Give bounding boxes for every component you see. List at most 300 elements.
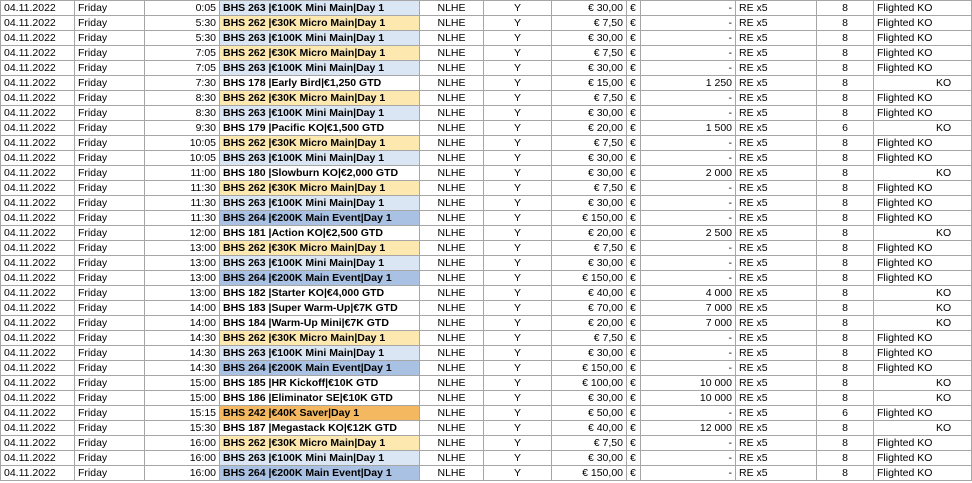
- re-entry-cell[interactable]: RE x5: [736, 361, 817, 376]
- tournament-name-cell[interactable]: BHS 262 |€30K Micro Main|Day 1: [220, 46, 420, 61]
- tournament-name-cell[interactable]: BHS 185 |HR Kickoff|€10K GTD: [220, 376, 420, 391]
- buy-in-cell[interactable]: € 150,00: [552, 466, 627, 481]
- game-type-cell[interactable]: NLHE: [420, 76, 484, 91]
- levels-cell[interactable]: 8: [817, 391, 874, 406]
- guarantee-cell[interactable]: 7 000: [641, 301, 736, 316]
- time-cell[interactable]: 13:00: [145, 271, 220, 286]
- game-type-cell[interactable]: NLHE: [420, 466, 484, 481]
- game-type-cell[interactable]: NLHE: [420, 316, 484, 331]
- buy-in-cell[interactable]: € 30,00: [552, 196, 627, 211]
- late-reg-cell[interactable]: Y: [484, 301, 552, 316]
- tournament-type-cell[interactable]: KO: [874, 121, 972, 136]
- date-cell[interactable]: 04.11.2022: [1, 331, 75, 346]
- currency-cell[interactable]: €: [627, 226, 641, 241]
- time-cell[interactable]: 14:30: [145, 331, 220, 346]
- tournament-name-cell[interactable]: BHS 264 |€200K Main Event|Day 1: [220, 271, 420, 286]
- late-reg-cell[interactable]: Y: [484, 256, 552, 271]
- re-entry-cell[interactable]: RE x5: [736, 16, 817, 31]
- tournament-type-cell[interactable]: Flighted KO: [874, 136, 972, 151]
- date-cell[interactable]: 04.11.2022: [1, 121, 75, 136]
- date-cell[interactable]: 04.11.2022: [1, 76, 75, 91]
- re-entry-cell[interactable]: RE x5: [736, 136, 817, 151]
- buy-in-cell[interactable]: € 30,00: [552, 1, 627, 16]
- late-reg-cell[interactable]: Y: [484, 121, 552, 136]
- late-reg-cell[interactable]: Y: [484, 31, 552, 46]
- guarantee-cell[interactable]: -: [641, 106, 736, 121]
- tournament-type-cell[interactable]: Flighted KO: [874, 361, 972, 376]
- day-cell[interactable]: Friday: [75, 76, 145, 91]
- game-type-cell[interactable]: NLHE: [420, 166, 484, 181]
- levels-cell[interactable]: 8: [817, 76, 874, 91]
- tournament-name-cell[interactable]: BHS 263 |€100K Mini Main|Day 1: [220, 1, 420, 16]
- buy-in-cell[interactable]: € 7,50: [552, 181, 627, 196]
- tournament-name-cell[interactable]: BHS 263 |€100K Mini Main|Day 1: [220, 196, 420, 211]
- re-entry-cell[interactable]: RE x5: [736, 406, 817, 421]
- guarantee-cell[interactable]: -: [641, 361, 736, 376]
- game-type-cell[interactable]: NLHE: [420, 61, 484, 76]
- time-cell[interactable]: 11:30: [145, 211, 220, 226]
- late-reg-cell[interactable]: Y: [484, 271, 552, 286]
- currency-cell[interactable]: €: [627, 91, 641, 106]
- time-cell[interactable]: 8:30: [145, 91, 220, 106]
- guarantee-cell[interactable]: 10 000: [641, 391, 736, 406]
- tournament-type-cell[interactable]: KO: [874, 421, 972, 436]
- currency-cell[interactable]: €: [627, 166, 641, 181]
- day-cell[interactable]: Friday: [75, 196, 145, 211]
- game-type-cell[interactable]: NLHE: [420, 391, 484, 406]
- day-cell[interactable]: Friday: [75, 241, 145, 256]
- tournament-name-cell[interactable]: BHS 262 |€30K Micro Main|Day 1: [220, 331, 420, 346]
- guarantee-cell[interactable]: -: [641, 211, 736, 226]
- late-reg-cell[interactable]: Y: [484, 196, 552, 211]
- buy-in-cell[interactable]: € 40,00: [552, 286, 627, 301]
- buy-in-cell[interactable]: € 15,00: [552, 76, 627, 91]
- guarantee-cell[interactable]: -: [641, 181, 736, 196]
- tournament-type-cell[interactable]: KO: [874, 301, 972, 316]
- buy-in-cell[interactable]: € 30,00: [552, 151, 627, 166]
- buy-in-cell[interactable]: € 50,00: [552, 406, 627, 421]
- levels-cell[interactable]: 8: [817, 1, 874, 16]
- tournament-name-cell[interactable]: BHS 263 |€100K Mini Main|Day 1: [220, 31, 420, 46]
- currency-cell[interactable]: €: [627, 151, 641, 166]
- currency-cell[interactable]: €: [627, 181, 641, 196]
- levels-cell[interactable]: 6: [817, 121, 874, 136]
- buy-in-cell[interactable]: € 30,00: [552, 166, 627, 181]
- game-type-cell[interactable]: NLHE: [420, 301, 484, 316]
- guarantee-cell[interactable]: 2 500: [641, 226, 736, 241]
- levels-cell[interactable]: 8: [817, 46, 874, 61]
- tournament-name-cell[interactable]: BHS 262 |€30K Micro Main|Day 1: [220, 241, 420, 256]
- guarantee-cell[interactable]: 1 500: [641, 121, 736, 136]
- re-entry-cell[interactable]: RE x5: [736, 61, 817, 76]
- late-reg-cell[interactable]: Y: [484, 76, 552, 91]
- guarantee-cell[interactable]: -: [641, 241, 736, 256]
- tournament-type-cell[interactable]: Flighted KO: [874, 211, 972, 226]
- date-cell[interactable]: 04.11.2022: [1, 16, 75, 31]
- currency-cell[interactable]: €: [627, 406, 641, 421]
- currency-cell[interactable]: €: [627, 1, 641, 16]
- time-cell[interactable]: 14:30: [145, 346, 220, 361]
- time-cell[interactable]: 9:30: [145, 121, 220, 136]
- buy-in-cell[interactable]: € 30,00: [552, 31, 627, 46]
- re-entry-cell[interactable]: RE x5: [736, 31, 817, 46]
- guarantee-cell[interactable]: -: [641, 331, 736, 346]
- currency-cell[interactable]: €: [627, 466, 641, 481]
- levels-cell[interactable]: 8: [817, 271, 874, 286]
- time-cell[interactable]: 5:30: [145, 16, 220, 31]
- levels-cell[interactable]: 8: [817, 466, 874, 481]
- day-cell[interactable]: Friday: [75, 1, 145, 16]
- date-cell[interactable]: 04.11.2022: [1, 211, 75, 226]
- buy-in-cell[interactable]: € 30,00: [552, 256, 627, 271]
- day-cell[interactable]: Friday: [75, 451, 145, 466]
- day-cell[interactable]: Friday: [75, 436, 145, 451]
- day-cell[interactable]: Friday: [75, 61, 145, 76]
- game-type-cell[interactable]: NLHE: [420, 346, 484, 361]
- re-entry-cell[interactable]: RE x5: [736, 256, 817, 271]
- tournament-type-cell[interactable]: Flighted KO: [874, 46, 972, 61]
- currency-cell[interactable]: €: [627, 76, 641, 91]
- guarantee-cell[interactable]: 4 000: [641, 286, 736, 301]
- late-reg-cell[interactable]: Y: [484, 151, 552, 166]
- levels-cell[interactable]: 8: [817, 166, 874, 181]
- date-cell[interactable]: 04.11.2022: [1, 271, 75, 286]
- tournament-name-cell[interactable]: BHS 181 |Action KO|€2,500 GTD: [220, 226, 420, 241]
- levels-cell[interactable]: 8: [817, 241, 874, 256]
- re-entry-cell[interactable]: RE x5: [736, 436, 817, 451]
- tournament-name-cell[interactable]: BHS 264 |€200K Main Event|Day 1: [220, 466, 420, 481]
- guarantee-cell[interactable]: -: [641, 31, 736, 46]
- day-cell[interactable]: Friday: [75, 421, 145, 436]
- re-entry-cell[interactable]: RE x5: [736, 1, 817, 16]
- time-cell[interactable]: 16:00: [145, 466, 220, 481]
- levels-cell[interactable]: 8: [817, 196, 874, 211]
- levels-cell[interactable]: 8: [817, 136, 874, 151]
- currency-cell[interactable]: €: [627, 301, 641, 316]
- currency-cell[interactable]: €: [627, 61, 641, 76]
- date-cell[interactable]: 04.11.2022: [1, 61, 75, 76]
- time-cell[interactable]: 15:00: [145, 391, 220, 406]
- time-cell[interactable]: 13:00: [145, 286, 220, 301]
- day-cell[interactable]: Friday: [75, 211, 145, 226]
- game-type-cell[interactable]: NLHE: [420, 181, 484, 196]
- tournament-name-cell[interactable]: BHS 263 |€100K Mini Main|Day 1: [220, 61, 420, 76]
- levels-cell[interactable]: 8: [817, 346, 874, 361]
- late-reg-cell[interactable]: Y: [484, 346, 552, 361]
- re-entry-cell[interactable]: RE x5: [736, 376, 817, 391]
- buy-in-cell[interactable]: € 150,00: [552, 361, 627, 376]
- tournament-type-cell[interactable]: KO: [874, 391, 972, 406]
- game-type-cell[interactable]: NLHE: [420, 31, 484, 46]
- late-reg-cell[interactable]: Y: [484, 376, 552, 391]
- guarantee-cell[interactable]: -: [641, 136, 736, 151]
- time-cell[interactable]: 7:05: [145, 46, 220, 61]
- day-cell[interactable]: Friday: [75, 91, 145, 106]
- day-cell[interactable]: Friday: [75, 316, 145, 331]
- date-cell[interactable]: 04.11.2022: [1, 391, 75, 406]
- buy-in-cell[interactable]: € 7,50: [552, 16, 627, 31]
- tournament-name-cell[interactable]: BHS 178 |Early Bird|€1,250 GTD: [220, 76, 420, 91]
- game-type-cell[interactable]: NLHE: [420, 286, 484, 301]
- tournament-type-cell[interactable]: Flighted KO: [874, 271, 972, 286]
- tournament-type-cell[interactable]: Flighted KO: [874, 196, 972, 211]
- currency-cell[interactable]: €: [627, 31, 641, 46]
- tournament-type-cell[interactable]: Flighted KO: [874, 451, 972, 466]
- buy-in-cell[interactable]: € 30,00: [552, 61, 627, 76]
- buy-in-cell[interactable]: € 70,00: [552, 301, 627, 316]
- time-cell[interactable]: 15:00: [145, 376, 220, 391]
- re-entry-cell[interactable]: RE x5: [736, 301, 817, 316]
- guarantee-cell[interactable]: -: [641, 406, 736, 421]
- game-type-cell[interactable]: NLHE: [420, 241, 484, 256]
- day-cell[interactable]: Friday: [75, 271, 145, 286]
- buy-in-cell[interactable]: € 100,00: [552, 376, 627, 391]
- tournament-type-cell[interactable]: KO: [874, 376, 972, 391]
- tournament-type-cell[interactable]: Flighted KO: [874, 91, 972, 106]
- buy-in-cell[interactable]: € 7,50: [552, 331, 627, 346]
- time-cell[interactable]: 13:00: [145, 241, 220, 256]
- buy-in-cell[interactable]: € 20,00: [552, 226, 627, 241]
- re-entry-cell[interactable]: RE x5: [736, 76, 817, 91]
- re-entry-cell[interactable]: RE x5: [736, 391, 817, 406]
- re-entry-cell[interactable]: RE x5: [736, 151, 817, 166]
- tournament-name-cell[interactable]: BHS 262 |€30K Micro Main|Day 1: [220, 91, 420, 106]
- guarantee-cell[interactable]: -: [641, 256, 736, 271]
- date-cell[interactable]: 04.11.2022: [1, 196, 75, 211]
- tournament-type-cell[interactable]: Flighted KO: [874, 61, 972, 76]
- tournament-name-cell[interactable]: BHS 182 |Starter KO|€4,000 GTD: [220, 286, 420, 301]
- day-cell[interactable]: Friday: [75, 406, 145, 421]
- re-entry-cell[interactable]: RE x5: [736, 331, 817, 346]
- tournament-type-cell[interactable]: Flighted KO: [874, 31, 972, 46]
- tournament-name-cell[interactable]: BHS 262 |€30K Micro Main|Day 1: [220, 181, 420, 196]
- re-entry-cell[interactable]: RE x5: [736, 316, 817, 331]
- day-cell[interactable]: Friday: [75, 346, 145, 361]
- tournament-type-cell[interactable]: Flighted KO: [874, 406, 972, 421]
- re-entry-cell[interactable]: RE x5: [736, 226, 817, 241]
- tournament-name-cell[interactable]: BHS 180 |Slowburn KO|€2,000 GTD: [220, 166, 420, 181]
- late-reg-cell[interactable]: Y: [484, 226, 552, 241]
- currency-cell[interactable]: €: [627, 271, 641, 286]
- time-cell[interactable]: 14:30: [145, 361, 220, 376]
- late-reg-cell[interactable]: Y: [484, 61, 552, 76]
- game-type-cell[interactable]: NLHE: [420, 46, 484, 61]
- time-cell[interactable]: 5:30: [145, 31, 220, 46]
- buy-in-cell[interactable]: € 150,00: [552, 211, 627, 226]
- time-cell[interactable]: 15:30: [145, 421, 220, 436]
- game-type-cell[interactable]: NLHE: [420, 1, 484, 16]
- guarantee-cell[interactable]: -: [641, 451, 736, 466]
- levels-cell[interactable]: 8: [817, 181, 874, 196]
- levels-cell[interactable]: 8: [817, 106, 874, 121]
- date-cell[interactable]: 04.11.2022: [1, 151, 75, 166]
- currency-cell[interactable]: €: [627, 361, 641, 376]
- currency-cell[interactable]: €: [627, 121, 641, 136]
- re-entry-cell[interactable]: RE x5: [736, 46, 817, 61]
- levels-cell[interactable]: 8: [817, 256, 874, 271]
- date-cell[interactable]: 04.11.2022: [1, 466, 75, 481]
- time-cell[interactable]: 14:00: [145, 316, 220, 331]
- game-type-cell[interactable]: NLHE: [420, 196, 484, 211]
- levels-cell[interactable]: 8: [817, 316, 874, 331]
- guarantee-cell[interactable]: -: [641, 346, 736, 361]
- day-cell[interactable]: Friday: [75, 226, 145, 241]
- time-cell[interactable]: 10:05: [145, 151, 220, 166]
- buy-in-cell[interactable]: € 40,00: [552, 421, 627, 436]
- time-cell[interactable]: 7:05: [145, 61, 220, 76]
- buy-in-cell[interactable]: € 30,00: [552, 451, 627, 466]
- time-cell[interactable]: 0:05: [145, 1, 220, 16]
- tournament-name-cell[interactable]: BHS 263 |€100K Mini Main|Day 1: [220, 256, 420, 271]
- late-reg-cell[interactable]: Y: [484, 451, 552, 466]
- buy-in-cell[interactable]: € 150,00: [552, 271, 627, 286]
- late-reg-cell[interactable]: Y: [484, 136, 552, 151]
- game-type-cell[interactable]: NLHE: [420, 421, 484, 436]
- game-type-cell[interactable]: NLHE: [420, 91, 484, 106]
- tournament-name-cell[interactable]: BHS 262 |€30K Micro Main|Day 1: [220, 436, 420, 451]
- re-entry-cell[interactable]: RE x5: [736, 121, 817, 136]
- day-cell[interactable]: Friday: [75, 256, 145, 271]
- re-entry-cell[interactable]: RE x5: [736, 181, 817, 196]
- tournament-name-cell[interactable]: BHS 242 |€40K Saver|Day 1: [220, 406, 420, 421]
- game-type-cell[interactable]: NLHE: [420, 136, 484, 151]
- date-cell[interactable]: 04.11.2022: [1, 241, 75, 256]
- levels-cell[interactable]: 8: [817, 436, 874, 451]
- guarantee-cell[interactable]: -: [641, 61, 736, 76]
- game-type-cell[interactable]: NLHE: [420, 151, 484, 166]
- tournament-type-cell[interactable]: Flighted KO: [874, 16, 972, 31]
- date-cell[interactable]: 04.11.2022: [1, 361, 75, 376]
- re-entry-cell[interactable]: RE x5: [736, 286, 817, 301]
- tournament-type-cell[interactable]: Flighted KO: [874, 151, 972, 166]
- currency-cell[interactable]: €: [627, 316, 641, 331]
- late-reg-cell[interactable]: Y: [484, 211, 552, 226]
- date-cell[interactable]: 04.11.2022: [1, 31, 75, 46]
- tournament-type-cell[interactable]: Flighted KO: [874, 106, 972, 121]
- tournament-name-cell[interactable]: BHS 186 |Eliminator SE|€10K GTD: [220, 391, 420, 406]
- currency-cell[interactable]: €: [627, 106, 641, 121]
- tournament-type-cell[interactable]: KO: [874, 316, 972, 331]
- currency-cell[interactable]: €: [627, 391, 641, 406]
- re-entry-cell[interactable]: RE x5: [736, 211, 817, 226]
- day-cell[interactable]: Friday: [75, 391, 145, 406]
- buy-in-cell[interactable]: € 20,00: [552, 121, 627, 136]
- tournament-name-cell[interactable]: BHS 262 |€30K Micro Main|Day 1: [220, 16, 420, 31]
- tournament-name-cell[interactable]: BHS 264 |€200K Main Event|Day 1: [220, 211, 420, 226]
- date-cell[interactable]: 04.11.2022: [1, 91, 75, 106]
- tournament-name-cell[interactable]: BHS 184 |Warm-Up Mini|€7K GTD: [220, 316, 420, 331]
- re-entry-cell[interactable]: RE x5: [736, 271, 817, 286]
- levels-cell[interactable]: 8: [817, 226, 874, 241]
- time-cell[interactable]: 11:00: [145, 166, 220, 181]
- day-cell[interactable]: Friday: [75, 301, 145, 316]
- tournament-type-cell[interactable]: KO: [874, 166, 972, 181]
- time-cell[interactable]: 12:00: [145, 226, 220, 241]
- game-type-cell[interactable]: NLHE: [420, 106, 484, 121]
- date-cell[interactable]: 04.11.2022: [1, 436, 75, 451]
- time-cell[interactable]: 14:00: [145, 301, 220, 316]
- guarantee-cell[interactable]: 10 000: [641, 376, 736, 391]
- late-reg-cell[interactable]: Y: [484, 241, 552, 256]
- time-cell[interactable]: 10:05: [145, 136, 220, 151]
- tournament-type-cell[interactable]: Flighted KO: [874, 241, 972, 256]
- currency-cell[interactable]: €: [627, 16, 641, 31]
- guarantee-cell[interactable]: 2 000: [641, 166, 736, 181]
- late-reg-cell[interactable]: Y: [484, 331, 552, 346]
- day-cell[interactable]: Friday: [75, 121, 145, 136]
- late-reg-cell[interactable]: Y: [484, 181, 552, 196]
- buy-in-cell[interactable]: € 7,50: [552, 91, 627, 106]
- late-reg-cell[interactable]: Y: [484, 91, 552, 106]
- buy-in-cell[interactable]: € 7,50: [552, 136, 627, 151]
- tournament-type-cell[interactable]: KO: [874, 76, 972, 91]
- time-cell[interactable]: 7:30: [145, 76, 220, 91]
- buy-in-cell[interactable]: € 30,00: [552, 346, 627, 361]
- late-reg-cell[interactable]: Y: [484, 286, 552, 301]
- guarantee-cell[interactable]: -: [641, 151, 736, 166]
- game-type-cell[interactable]: NLHE: [420, 376, 484, 391]
- time-cell[interactable]: 11:30: [145, 196, 220, 211]
- game-type-cell[interactable]: NLHE: [420, 361, 484, 376]
- levels-cell[interactable]: 8: [817, 211, 874, 226]
- tournament-type-cell[interactable]: KO: [874, 286, 972, 301]
- tournament-name-cell[interactable]: BHS 263 |€100K Mini Main|Day 1: [220, 151, 420, 166]
- game-type-cell[interactable]: NLHE: [420, 406, 484, 421]
- date-cell[interactable]: 04.11.2022: [1, 136, 75, 151]
- guarantee-cell[interactable]: -: [641, 1, 736, 16]
- currency-cell[interactable]: €: [627, 451, 641, 466]
- currency-cell[interactable]: €: [627, 346, 641, 361]
- re-entry-cell[interactable]: RE x5: [736, 346, 817, 361]
- guarantee-cell[interactable]: -: [641, 466, 736, 481]
- game-type-cell[interactable]: NLHE: [420, 451, 484, 466]
- re-entry-cell[interactable]: RE x5: [736, 106, 817, 121]
- game-type-cell[interactable]: NLHE: [420, 331, 484, 346]
- time-cell[interactable]: 11:30: [145, 181, 220, 196]
- buy-in-cell[interactable]: € 7,50: [552, 241, 627, 256]
- currency-cell[interactable]: €: [627, 421, 641, 436]
- date-cell[interactable]: 04.11.2022: [1, 106, 75, 121]
- tournament-name-cell[interactable]: BHS 183 |Super Warm-Up|€7K GTD: [220, 301, 420, 316]
- day-cell[interactable]: Friday: [75, 136, 145, 151]
- buy-in-cell[interactable]: € 30,00: [552, 391, 627, 406]
- time-cell[interactable]: 16:00: [145, 436, 220, 451]
- late-reg-cell[interactable]: Y: [484, 106, 552, 121]
- late-reg-cell[interactable]: Y: [484, 46, 552, 61]
- day-cell[interactable]: Friday: [75, 16, 145, 31]
- guarantee-cell[interactable]: 1 250: [641, 76, 736, 91]
- levels-cell[interactable]: 8: [817, 451, 874, 466]
- re-entry-cell[interactable]: RE x5: [736, 166, 817, 181]
- late-reg-cell[interactable]: Y: [484, 166, 552, 181]
- currency-cell[interactable]: €: [627, 376, 641, 391]
- currency-cell[interactable]: €: [627, 436, 641, 451]
- tournament-name-cell[interactable]: BHS 263 |€100K Mini Main|Day 1: [220, 451, 420, 466]
- tournament-name-cell[interactable]: BHS 187 |Megastack KO|€12K GTD: [220, 421, 420, 436]
- late-reg-cell[interactable]: Y: [484, 466, 552, 481]
- guarantee-cell[interactable]: -: [641, 91, 736, 106]
- tournament-type-cell[interactable]: Flighted KO: [874, 181, 972, 196]
- day-cell[interactable]: Friday: [75, 166, 145, 181]
- date-cell[interactable]: 04.11.2022: [1, 286, 75, 301]
- day-cell[interactable]: Friday: [75, 181, 145, 196]
- buy-in-cell[interactable]: € 20,00: [552, 316, 627, 331]
- levels-cell[interactable]: 8: [817, 151, 874, 166]
- currency-cell[interactable]: €: [627, 46, 641, 61]
- tournament-type-cell[interactable]: Flighted KO: [874, 256, 972, 271]
- date-cell[interactable]: 04.11.2022: [1, 301, 75, 316]
- currency-cell[interactable]: €: [627, 196, 641, 211]
